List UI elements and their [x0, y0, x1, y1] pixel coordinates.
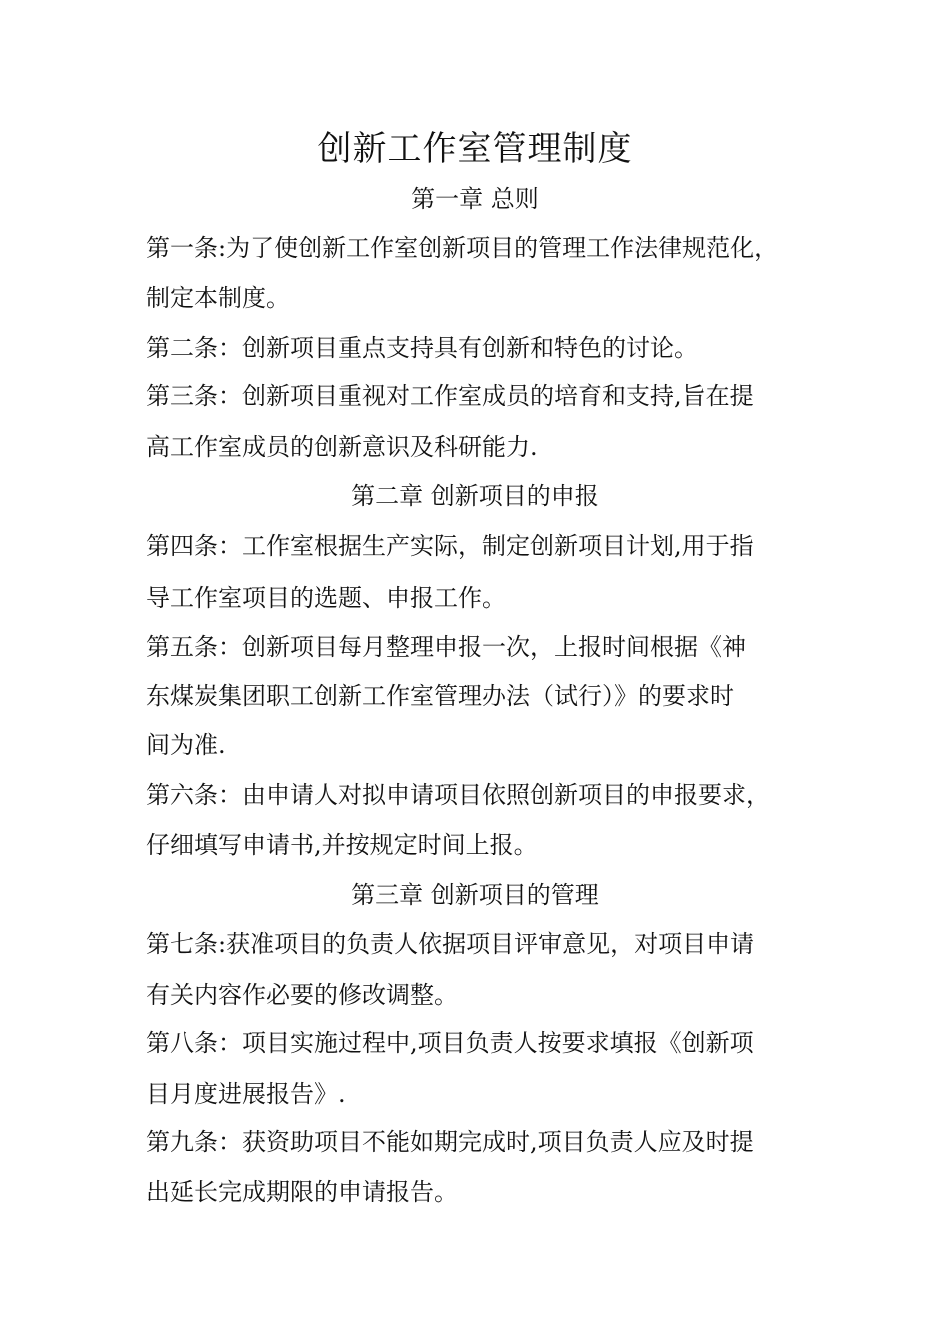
article-4-line-2: 导工作室项目的选题、申报工作。	[146, 584, 506, 612]
article-3-line-2: 高工作室成员的创新意识及科研能力.	[146, 433, 538, 461]
article-1-line-2: 制定本制度。	[146, 284, 290, 312]
article-6-line-2: 仔细填写申请书,并按规定时间上报。	[146, 831, 538, 859]
article-7-line-2: 有关内容作必要的修改调整。	[146, 981, 458, 1009]
article-1-line-1: 第一条:为了使创新工作室创新项目的管理工作法律规范化，	[146, 234, 779, 262]
chapter-heading-1: 第一章 总则	[411, 185, 539, 213]
article-4-line-1: 第四条：工作室根据生产实际，制定创新项目计划,用于指	[146, 532, 754, 560]
document-title: 创新工作室管理制度	[317, 129, 633, 169]
article-5-line-1: 第五条：创新项目每月整理申报一次，上报时间根据《神	[146, 633, 746, 661]
article-3-line-1: 第三条：创新项目重视对工作室成员的培育和支持,旨在提	[146, 382, 754, 410]
article-5-line-2: 东煤炭集团职工创新工作室管理办法（试行）》的要求时	[146, 682, 734, 710]
article-9-line-2: 出延长完成期限的申请报告。	[146, 1178, 458, 1206]
article-6-line-1: 第六条：由申请人对拟申请项目依照创新项目的申报要求，	[146, 781, 770, 809]
chapter-heading-2: 第二章 创新项目的申报	[351, 482, 599, 510]
article-5-line-3: 间为准.	[146, 731, 226, 759]
article-9-line-1: 第九条：获资助项目不能如期完成时,项目负责人应及时提	[146, 1128, 754, 1156]
article-7-line-1: 第七条:获准项目的负责人依据项目评审意见，对项目申请	[146, 930, 755, 958]
article-2-line-1: 第二条：创新项目重点支持具有创新和特色的讨论。	[146, 334, 698, 362]
article-8-line-1: 第八条：项目实施过程中,项目负责人按要求填报《创新项	[146, 1029, 754, 1057]
article-8-line-2: 目月度进展报告》.	[146, 1080, 346, 1108]
chapter-heading-3: 第三章 创新项目的管理	[351, 881, 599, 909]
